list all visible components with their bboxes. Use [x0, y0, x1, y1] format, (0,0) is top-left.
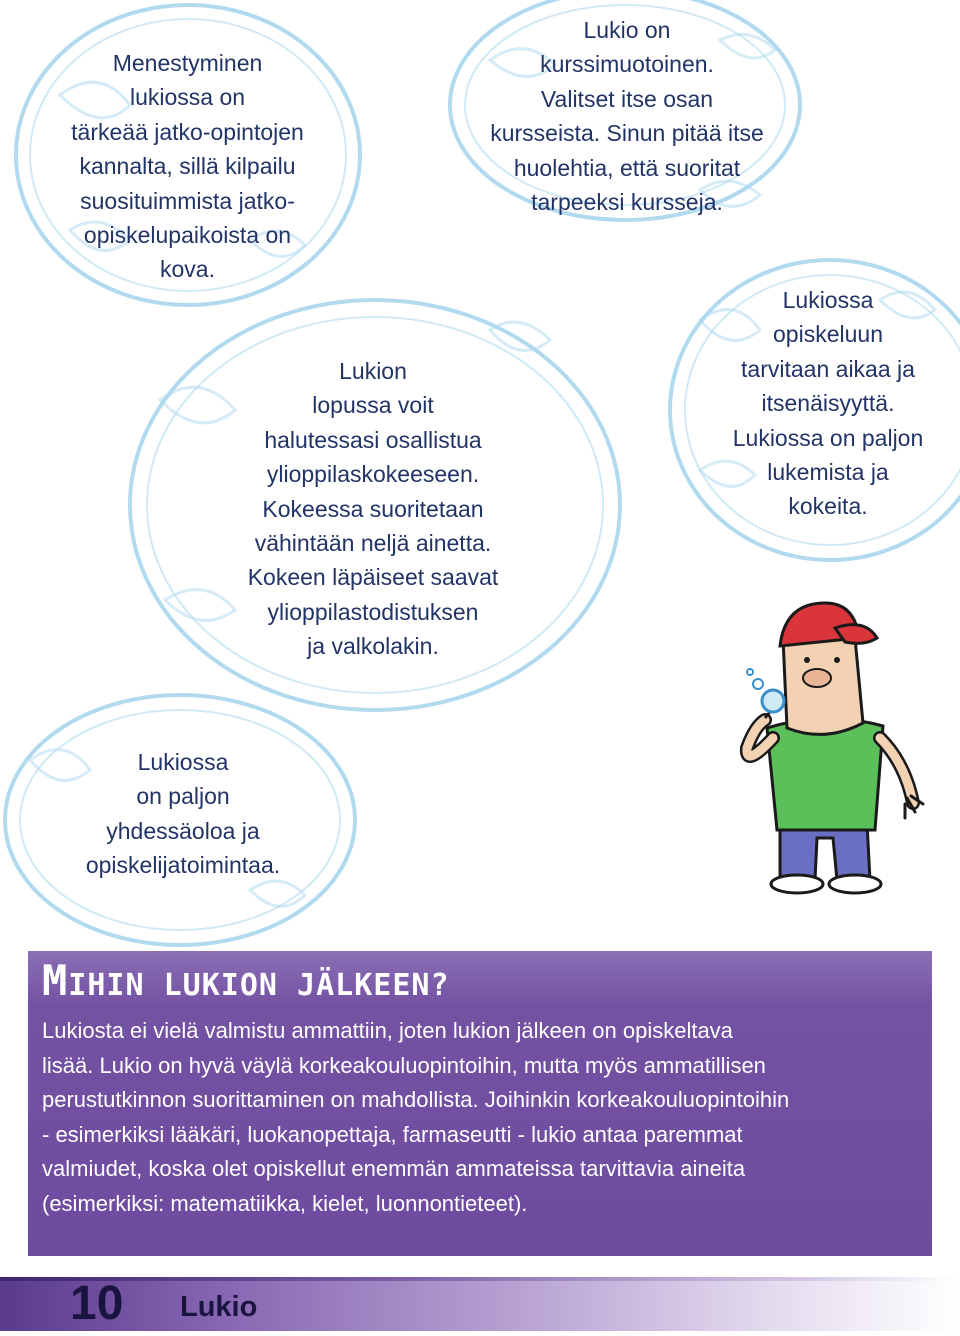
bubble-line: lukiossa on — [129, 84, 246, 111]
bubble-line: on paljon — [136, 783, 230, 810]
info-line: (esimerkiksi: matematiikka, kielet, luonnontieteet). — [42, 1190, 528, 1216]
cartoon-boy-icon — [725, 598, 925, 898]
info-line: valmiudet, koska olet opiskellut enemmän ammateissa tarvittavia aineita — [42, 1156, 746, 1181]
bubble-line: ylioppilastodistuksen — [267, 598, 479, 625]
info-title: MIHIN LUKION JÄLKEEN? — [42, 956, 450, 1005]
bubble-line: Lukion — [339, 358, 407, 384]
bubble-line: huolehtia, että suoritat — [513, 154, 741, 181]
bubble-line: opiskelijatoimintaa. — [85, 852, 281, 879]
bubble-text-togetherness — [52, 745, 314, 883]
bubble-line: Lukiossa — [782, 287, 874, 313]
page-number: 10 — [70, 1277, 124, 1330]
footer-edge — [0, 1277, 960, 1281]
bubble-line: halutessasi osallistua — [264, 426, 482, 453]
bubble-line: kokeita. — [788, 493, 868, 520]
bubble-line: kova. — [160, 256, 215, 283]
bubble-text-courses — [462, 13, 792, 219]
footer-bar — [0, 1277, 960, 1331]
bubble-line: suosituimmista jatko- — [80, 187, 295, 214]
info-line: lisää. Lukio on hyvä väylä korkeakouluopintoihin, mutta myös ammatillisen — [42, 1052, 766, 1078]
bubble-line: Menestyminen — [112, 50, 263, 76]
bubble-line: tarpeeksi kursseja. — [531, 189, 723, 216]
info-line: - esimerkiksi lääkäri, luokanopettaja, farmaseutti - lukio antaa paremmat — [42, 1121, 743, 1147]
bubble-text-matriculation — [218, 354, 528, 664]
bubble-line: ylioppilaskokeeseen. — [266, 461, 480, 488]
bubble-line: Lukiossa — [137, 749, 229, 775]
bubble-line: Valitset itse osan — [540, 85, 714, 112]
bubble-line: Lukiossa on paljon — [732, 424, 924, 451]
bubble-line: lukemista ja — [767, 459, 889, 486]
bubble-text-independence — [712, 283, 944, 524]
bubble-line: Lukio on — [583, 17, 671, 43]
bubble-line: yhdessäoloa ja — [106, 817, 260, 844]
info-body — [42, 1014, 922, 1221]
bubble-line: opiskelupaikoista on — [83, 222, 292, 249]
bubble-line: itsenäisyyttä. — [761, 390, 895, 417]
bubble-line: tarvitaan aikaa ja — [741, 355, 915, 382]
bubble-line: tärkeää jatko-opintojen — [71, 118, 304, 145]
bubble-line: Kokeessa suoritetaan — [262, 495, 484, 522]
info-line: perustutkinnon suorittaminen on mahdollista. Joihinkin korkeakouluopintoihin — [42, 1087, 790, 1112]
info-line: Lukiosta ei vielä valmistu ammattiin, joten lukion jälkeen on opiskeltava — [42, 1018, 733, 1043]
bubble-line: ja valkolakin. — [307, 633, 439, 660]
bubble-text-success — [40, 46, 335, 287]
bubble-line: vähintään neljä ainetta. — [254, 530, 492, 557]
bubble-line: Kokeen läpäiseet saavat — [247, 564, 499, 591]
bubble-line: kannalta, sillä kilpailu — [79, 153, 296, 180]
footer-label: Lukio — [180, 1291, 258, 1323]
bubble-line: opiskeluun — [773, 321, 883, 348]
bubble-line: kurssimuotoinen. — [540, 51, 714, 78]
bubble-line: kursseista. Sinun pitää itse — [490, 120, 764, 147]
bubble-line: lopussa voit — [312, 392, 434, 419]
